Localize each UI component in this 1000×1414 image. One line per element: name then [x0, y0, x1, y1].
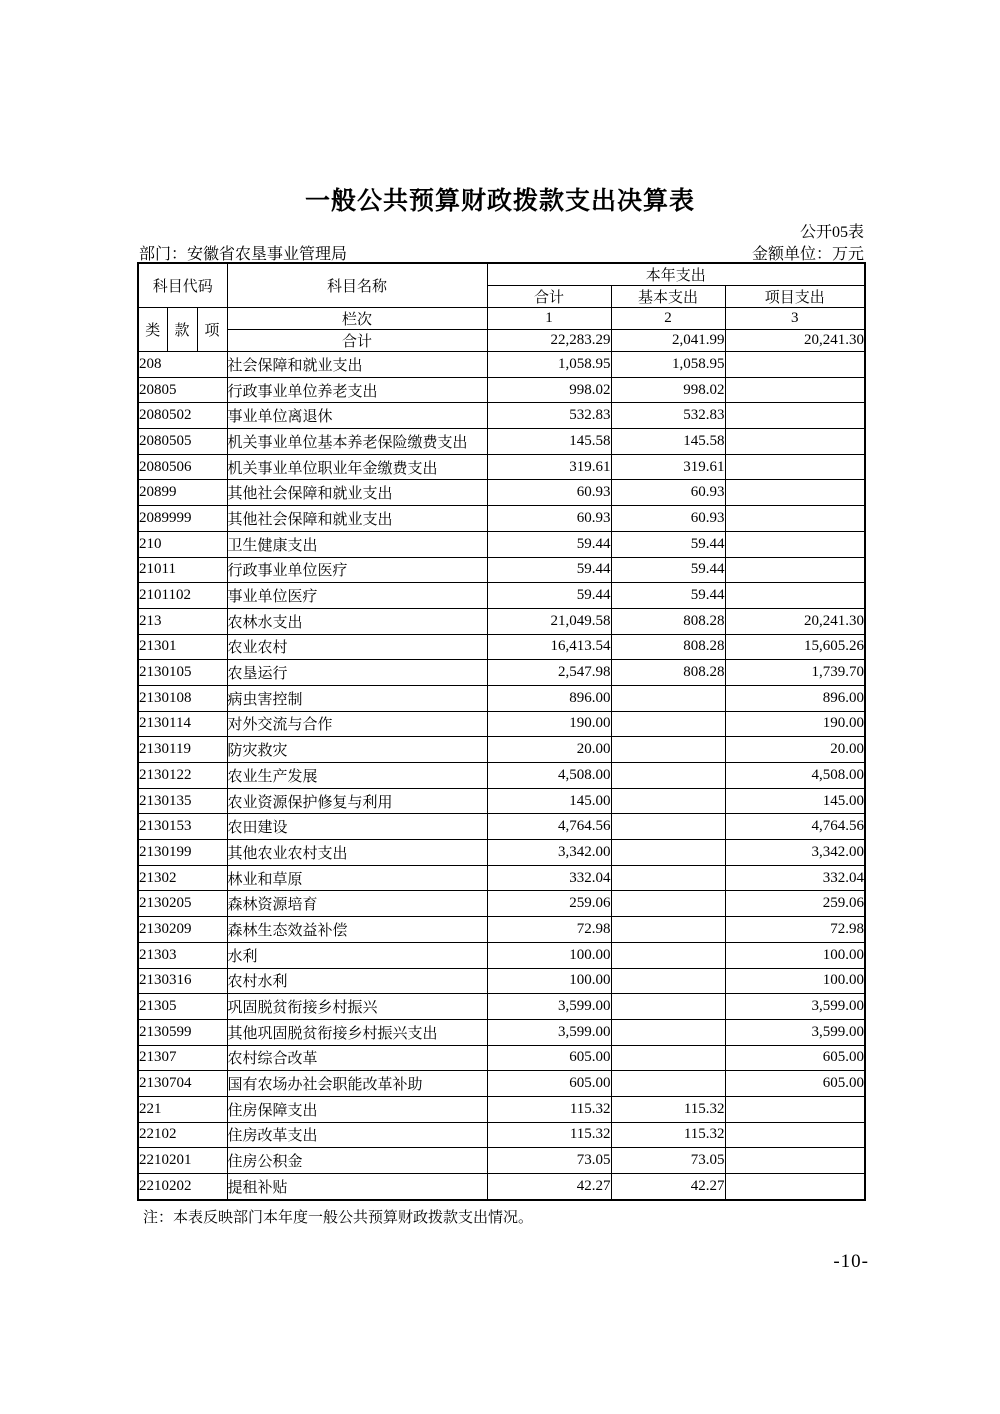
table-row — [138, 942, 865, 968]
cell-name: 社会保障和就业支出 — [227, 352, 487, 378]
cell-project — [725, 454, 865, 480]
footnote: 注：本表反映部门本年度一般公共预算财政拨款支出情况。 — [143, 1210, 534, 1226]
table-row — [138, 377, 865, 403]
cell-code: 21305 — [138, 994, 227, 1020]
cell-project — [725, 506, 865, 532]
cell-code: 21011 — [138, 557, 227, 583]
cell-total: 59.44 — [487, 557, 611, 583]
cell-name: 水利 — [227, 942, 487, 968]
cell-basic — [611, 737, 725, 763]
cell-name: 其他社会保障和就业支出 — [227, 480, 487, 506]
cell-project: 4,508.00 — [725, 763, 865, 789]
table-row — [138, 840, 865, 866]
cell-name: 农业生产发展 — [227, 763, 487, 789]
header-col-no-3: 3 — [725, 308, 865, 330]
cell-name: 农村水利 — [227, 968, 487, 994]
cell-code: 2130199 — [138, 840, 227, 866]
cell-code: 2130316 — [138, 968, 227, 994]
cell-total: 3,342.00 — [487, 840, 611, 866]
grand-total-label: 合计 — [227, 330, 487, 352]
cell-name: 其他巩固脱贫衔接乡村振兴支出 — [227, 1019, 487, 1045]
cell-basic: 59.44 — [611, 557, 725, 583]
cell-name: 其他农业农村支出 — [227, 840, 487, 866]
cell-name: 巩固脱贫衔接乡村振兴 — [227, 994, 487, 1020]
cell-name: 林业和草原 — [227, 865, 487, 891]
cell-project — [725, 480, 865, 506]
cell-basic: 60.93 — [611, 506, 725, 532]
cell-total: 4,764.56 — [487, 814, 611, 840]
cell-code: 210 — [138, 531, 227, 557]
expenditure-table — [137, 262, 866, 1201]
table-row — [138, 531, 865, 557]
cell-basic — [611, 917, 725, 943]
cell-project — [725, 403, 865, 429]
cell-total: 115.32 — [487, 1122, 611, 1148]
cell-project — [725, 1174, 865, 1201]
table-row — [138, 685, 865, 711]
cell-code: 2101102 — [138, 583, 227, 609]
grand-total-row — [138, 330, 865, 352]
header-col-total: 合计 — [487, 286, 611, 308]
cell-name: 防灾救灾 — [227, 737, 487, 763]
grand-total-project: 20,241.30 — [725, 330, 865, 352]
grand-total-total: 22,283.29 — [487, 330, 611, 352]
cell-code: 2210201 — [138, 1148, 227, 1174]
cell-project: 3,342.00 — [725, 840, 865, 866]
cell-project — [725, 429, 865, 455]
cell-code: 221 — [138, 1096, 227, 1122]
header-row-3 — [138, 308, 865, 330]
cell-total: 60.93 — [487, 480, 611, 506]
cell-total: 259.06 — [487, 891, 611, 917]
cell-code: 2080506 — [138, 454, 227, 480]
cell-project — [725, 1148, 865, 1174]
cell-project: 605.00 — [725, 1071, 865, 1097]
cell-total: 605.00 — [487, 1071, 611, 1097]
cell-total: 42.27 — [487, 1174, 611, 1201]
cell-code: 20805 — [138, 377, 227, 403]
cell-name: 卫生健康支出 — [227, 531, 487, 557]
cell-total: 145.00 — [487, 788, 611, 814]
cell-code: 2130135 — [138, 788, 227, 814]
header-row-1 — [138, 263, 865, 286]
cell-basic — [611, 942, 725, 968]
cell-total: 72.98 — [487, 917, 611, 943]
cell-basic — [611, 1045, 725, 1071]
cell-name: 国有农场办社会职能改革补助 — [227, 1071, 487, 1097]
cell-project: 4,764.56 — [725, 814, 865, 840]
cell-project: 100.00 — [725, 942, 865, 968]
cell-basic: 1,058.95 — [611, 352, 725, 378]
cell-total: 59.44 — [487, 531, 611, 557]
table-row — [138, 891, 865, 917]
cell-total: 115.32 — [487, 1096, 611, 1122]
cell-total: 4,508.00 — [487, 763, 611, 789]
cell-name: 住房改革支出 — [227, 1122, 487, 1148]
cell-project — [725, 352, 865, 378]
cell-code: 2130599 — [138, 1019, 227, 1045]
table-row — [138, 1045, 865, 1071]
cell-name: 农田建设 — [227, 814, 487, 840]
cell-total: 16,413.54 — [487, 634, 611, 660]
cell-code: 2130105 — [138, 660, 227, 686]
cell-basic — [611, 1019, 725, 1045]
cell-total: 2,547.98 — [487, 660, 611, 686]
cell-code: 20899 — [138, 480, 227, 506]
table-row — [138, 763, 865, 789]
table-row — [138, 352, 865, 378]
cell-project: 15,605.26 — [725, 634, 865, 660]
form-number-label: 公开05表 — [799, 224, 864, 241]
table-row — [138, 634, 865, 660]
header-lanci: 栏次 — [227, 308, 487, 330]
cell-basic — [611, 711, 725, 737]
cell-basic: 808.28 — [611, 608, 725, 634]
cell-total: 100.00 — [487, 968, 611, 994]
cell-code: 2130205 — [138, 891, 227, 917]
cell-project: 100.00 — [725, 968, 865, 994]
cell-project — [725, 531, 865, 557]
cell-basic: 808.28 — [611, 634, 725, 660]
cell-name: 机关事业单位基本养老保险缴费支出 — [227, 429, 487, 455]
cell-code: 21302 — [138, 865, 227, 891]
department-label: 部门：安徽省农垦事业管理局 — [139, 246, 348, 263]
header-col-project: 项目支出 — [725, 286, 865, 308]
table-row — [138, 917, 865, 943]
table-row — [138, 788, 865, 814]
cell-basic — [611, 891, 725, 917]
page-title: 一般公共预算财政拨款支出决算表 — [304, 187, 695, 215]
cell-total: 60.93 — [487, 506, 611, 532]
cell-name: 农垦运行 — [227, 660, 487, 686]
cell-project: 605.00 — [725, 1045, 865, 1071]
cell-code: 2130119 — [138, 737, 227, 763]
table-row — [138, 994, 865, 1020]
cell-total: 532.83 — [487, 403, 611, 429]
cell-name: 提租补贴 — [227, 1174, 487, 1201]
cell-code: 2130108 — [138, 685, 227, 711]
cell-name: 行政事业单位养老支出 — [227, 377, 487, 403]
cell-project — [725, 557, 865, 583]
table-row — [138, 1174, 865, 1201]
cell-code: 2089999 — [138, 506, 227, 532]
cell-code: 2210202 — [138, 1174, 227, 1201]
cell-project — [725, 1096, 865, 1122]
cell-project: 3,599.00 — [725, 994, 865, 1020]
cell-name: 农林水支出 — [227, 608, 487, 634]
cell-name: 事业单位医疗 — [227, 583, 487, 609]
cell-code: 21307 — [138, 1045, 227, 1071]
cell-basic — [611, 968, 725, 994]
cell-name: 森林资源培育 — [227, 891, 487, 917]
cell-code: 2080502 — [138, 403, 227, 429]
cell-total: 3,599.00 — [487, 1019, 611, 1045]
cell-name: 住房保障支出 — [227, 1096, 487, 1122]
cell-code: 2130153 — [138, 814, 227, 840]
table-row — [138, 968, 865, 994]
cell-code: 2130209 — [138, 917, 227, 943]
cell-name: 农业农村 — [227, 634, 487, 660]
cell-project: 332.04 — [725, 865, 865, 891]
cell-basic: 145.58 — [611, 429, 725, 455]
cell-code: 213 — [138, 608, 227, 634]
table-row — [138, 480, 865, 506]
cell-total: 1,058.95 — [487, 352, 611, 378]
cell-project — [725, 377, 865, 403]
cell-total: 896.00 — [487, 685, 611, 711]
cell-basic — [611, 865, 725, 891]
cell-name: 机关事业单位职业年金缴费支出 — [227, 454, 487, 480]
cell-total: 20.00 — [487, 737, 611, 763]
cell-name: 森林生态效益补偿 — [227, 917, 487, 943]
header-col-no-1: 1 — [487, 308, 611, 330]
cell-basic — [611, 1071, 725, 1097]
cell-name: 农业资源保护修复与利用 — [227, 788, 487, 814]
table-row — [138, 1019, 865, 1045]
cell-project: 190.00 — [725, 711, 865, 737]
cell-code: 208 — [138, 352, 227, 378]
cell-basic — [611, 840, 725, 866]
table-row — [138, 711, 865, 737]
cell-total: 59.44 — [487, 583, 611, 609]
cell-project: 1,739.70 — [725, 660, 865, 686]
cell-code: 2080505 — [138, 429, 227, 455]
cell-basic: 115.32 — [611, 1096, 725, 1122]
cell-total: 21,049.58 — [487, 608, 611, 634]
cell-basic: 998.02 — [611, 377, 725, 403]
table-row — [138, 608, 865, 634]
cell-name: 病虫害控制 — [227, 685, 487, 711]
header-subject-name: 科目名称 — [227, 263, 487, 308]
table-row — [138, 1122, 865, 1148]
cell-basic: 73.05 — [611, 1148, 725, 1174]
cell-name: 其他社会保障和就业支出 — [227, 506, 487, 532]
cell-total: 190.00 — [487, 711, 611, 737]
cell-total: 605.00 — [487, 1045, 611, 1071]
cell-project: 20.00 — [725, 737, 865, 763]
table-row — [138, 814, 865, 840]
cell-project: 20,241.30 — [725, 608, 865, 634]
header-col-class: 类 — [138, 308, 167, 352]
cell-total: 100.00 — [487, 942, 611, 968]
table-row — [138, 583, 865, 609]
cell-project — [725, 1122, 865, 1148]
table-row — [138, 1148, 865, 1174]
table-row — [138, 403, 865, 429]
cell-total: 145.58 — [487, 429, 611, 455]
cell-basic: 115.32 — [611, 1122, 725, 1148]
cell-code: 22102 — [138, 1122, 227, 1148]
table-row — [138, 506, 865, 532]
cell-total: 319.61 — [487, 454, 611, 480]
cell-project — [725, 583, 865, 609]
cell-total: 3,599.00 — [487, 994, 611, 1020]
cell-code: 2130122 — [138, 763, 227, 789]
cell-name: 住房公积金 — [227, 1148, 487, 1174]
cell-project: 72.98 — [725, 917, 865, 943]
cell-basic: 59.44 — [611, 583, 725, 609]
cell-basic — [611, 763, 725, 789]
page-number: -10- — [833, 1251, 869, 1272]
cell-project: 3,599.00 — [725, 1019, 865, 1045]
cell-name: 事业单位离退休 — [227, 403, 487, 429]
table-row — [138, 737, 865, 763]
cell-total: 73.05 — [487, 1148, 611, 1174]
header-col-section: 款 — [167, 308, 197, 352]
table-row — [138, 429, 865, 455]
cell-basic — [611, 685, 725, 711]
cell-basic: 319.61 — [611, 454, 725, 480]
cell-code: 2130704 — [138, 1071, 227, 1097]
table-row — [138, 1071, 865, 1097]
cell-total: 998.02 — [487, 377, 611, 403]
cell-project: 145.00 — [725, 788, 865, 814]
cell-code: 21301 — [138, 634, 227, 660]
cell-name: 行政事业单位医疗 — [227, 557, 487, 583]
table-row — [138, 865, 865, 891]
header-col-no-2: 2 — [611, 308, 725, 330]
header-subject-code: 科目代码 — [138, 263, 227, 308]
header-current-year: 本年支出 — [487, 263, 865, 286]
cell-basic: 532.83 — [611, 403, 725, 429]
table-header — [138, 263, 865, 352]
cell-project: 896.00 — [725, 685, 865, 711]
header-col-basic: 基本支出 — [611, 286, 725, 308]
table-row — [138, 660, 865, 686]
header-col-item: 项 — [197, 308, 227, 352]
cell-total: 332.04 — [487, 865, 611, 891]
cell-basic — [611, 814, 725, 840]
cell-basic — [611, 994, 725, 1020]
cell-name: 对外交流与合作 — [227, 711, 487, 737]
table-body — [138, 352, 865, 1201]
cell-basic: 60.93 — [611, 480, 725, 506]
amount-unit-label: 金额单位：万元 — [751, 246, 864, 263]
grand-total-basic: 2,041.99 — [611, 330, 725, 352]
cell-basic: 42.27 — [611, 1174, 725, 1201]
cell-code: 2130114 — [138, 711, 227, 737]
table-row — [138, 1096, 865, 1122]
table-row — [138, 557, 865, 583]
table-row — [138, 454, 865, 480]
cell-basic: 59.44 — [611, 531, 725, 557]
cell-basic — [611, 788, 725, 814]
cell-basic: 808.28 — [611, 660, 725, 686]
cell-code: 21303 — [138, 942, 227, 968]
cell-project: 259.06 — [725, 891, 865, 917]
cell-name: 农村综合改革 — [227, 1045, 487, 1071]
